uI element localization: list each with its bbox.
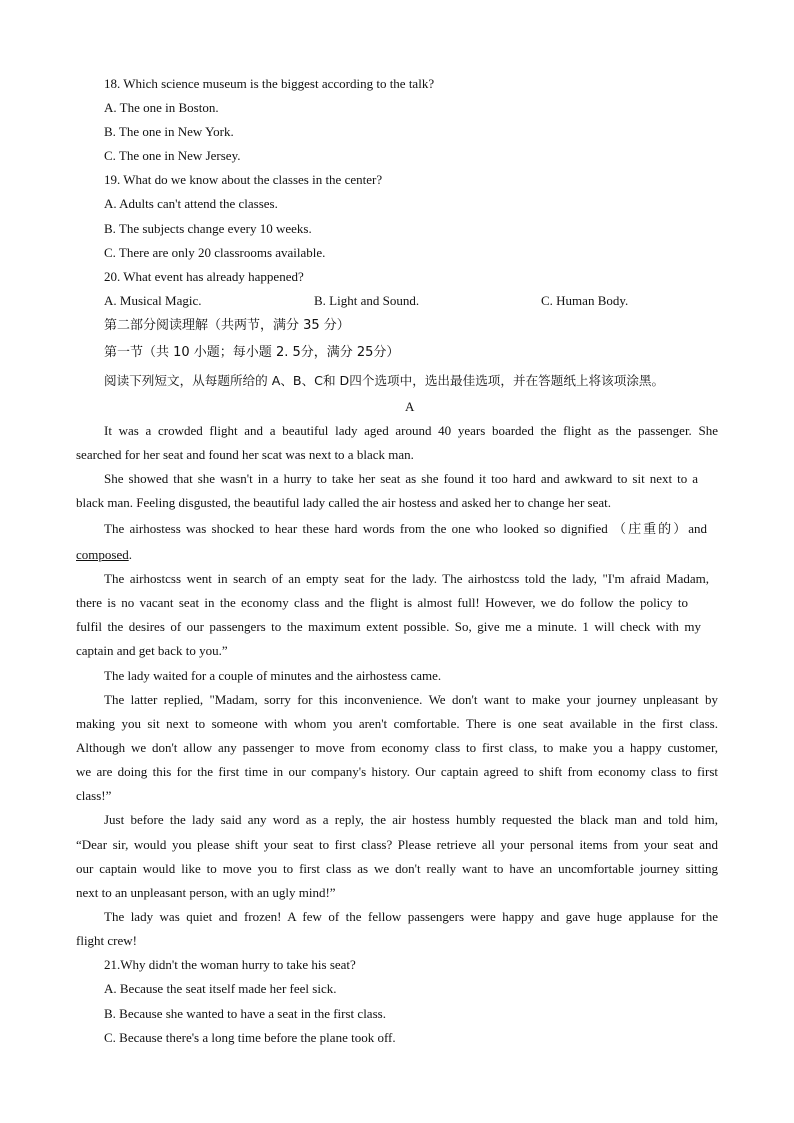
question-19: 19. What do we know about the classes in the center? [104, 172, 383, 187]
passage-letter: A [405, 399, 415, 414]
option-20-a: A. Musical Magic. [104, 293, 202, 308]
period: . [128, 547, 132, 562]
passage-line: It was a crowded flight and a beautiful lady aged around 40 years boarded the flight as the passenger. She [104, 423, 718, 438]
option-20-c: C. Human Body. [541, 293, 629, 308]
passage-line: Although we don't allow any passenger to move from economy class to first class, to make you a happy customer, [76, 740, 718, 755]
passage-line: “Dear sir, would you please shift your seat to first class? Please retrieve all your personal items from your seat and [76, 837, 718, 852]
passage-line: fulfil the desires of our passengers to the maximum extent possible. So, give me a minute. 1 will check with my [76, 619, 701, 634]
option-18-a: A. The one in Boston. [104, 100, 219, 115]
option-19-c: C. There are only 20 classrooms available. [104, 245, 326, 260]
passage-line: searched for her seat and found her scat was next to a black man. [76, 447, 414, 462]
passage-line: our captain would like to move you to first class as we don't really want to have an uncomfortable journey sitting [76, 861, 718, 876]
passage-line: captain and get back to you.” [76, 643, 228, 658]
passage-line: She showed that she wasn't in a hurry to take her seat as she found it too hard and awkward to sit next to a [104, 471, 698, 486]
passage-line: next to an unpleasant person, with an ugly mind!” [76, 885, 336, 900]
option-21-b: B. Because she wanted to have a seat in the first class. [104, 1006, 386, 1021]
question-18: 18. Which science museum is the biggest according to the talk? [104, 76, 435, 91]
option-18-b: B. The one in New York. [104, 124, 234, 139]
option-21-a: A. Because the seat itself made her feel sick. [104, 981, 337, 996]
passage-line: The lady waited for a couple of minutes and the airhostess came. [104, 668, 442, 683]
question-20: 20. What event has already happened? [104, 269, 304, 284]
passage-line: Just before the lady said any word as a reply, the air hostess humbly requested the black man and told him, [104, 812, 718, 827]
question-21: 21.Why didn't the woman hurry to take his seat? [104, 957, 356, 972]
passage-line: making you sit next to someone with whom you aren't comfortable. There is one seat available in the first class. [76, 716, 718, 731]
passage-line: The airhostcss went in search of an empty seat for the lady. The airhostcss told the lady, "I'm afraid Madam, [104, 571, 709, 586]
passage-line: flight crew! [76, 933, 138, 948]
option-18-c: C. The one in New Jersey. [104, 148, 241, 163]
passage-line: The airhostess was shocked to hear these hard words from the one who looked so dignified （庄重的）and [104, 521, 707, 536]
passage-line: we are doing this for the first time in our company's history. Our captain agreed to shift from economy class to first [76, 764, 718, 779]
passage-line: there is no vacant seat in the economy class and the flight is almost full! However, we do follow the policy to [76, 595, 688, 610]
option-19-b: B. The subjects change every 10 weeks. [104, 221, 312, 236]
part-title: 第二部分阅读理解（共两节，满分 35 分） [104, 318, 350, 333]
passage-line-composed [76, 545, 132, 565]
passage-line: The latter replied, "Madam, sorry for this inconvenience. We don't want to make your journey unpleasant by [104, 692, 718, 707]
option-21-c: C. Because there's a long time before the plane took off. [104, 1030, 396, 1045]
option-19-a: A. Adults can't attend the classes. [104, 196, 278, 211]
section-title: 第一节（共 10 小题；每小题 2. 5分，满分 25分） [104, 345, 400, 360]
instruction: 阅读下列短文，从每题所给的 A、B、C和 D四个选项中，选出最佳选项，并在答题纸上将该项涂黑。 [104, 373, 665, 388]
underlined-word: composed [76, 547, 129, 562]
option-20-b: B. Light and Sound. [314, 293, 420, 308]
passage-line: The lady was quiet and frozen! A few of the fellow passengers were happy and gave huge applause for the [104, 909, 718, 924]
passage-line: class!” [76, 788, 112, 803]
passage-line: black man. Feeling disgusted, the beautiful lady called the air hostess and asked her to change her seat. [76, 495, 611, 510]
